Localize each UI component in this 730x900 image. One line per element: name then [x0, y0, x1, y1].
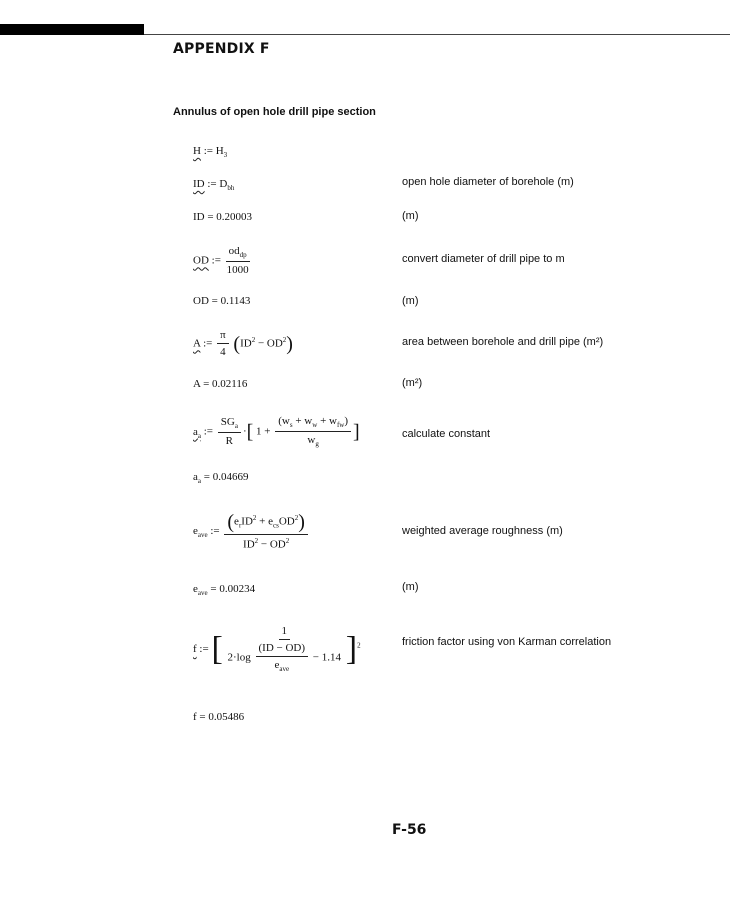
fraction-friction: 1 2·log $\frac{(ID - OD)}{e_{ave}}$ − 1.14: [227, 625, 341, 674]
equation-area-definition: A := $\frac{\pi}{4}$ $(ID^2 - OD^2)$: [193, 329, 293, 358]
equation-constant-definition: $a_a$ := $\frac{SG_a}{R}$ ·[ 1 + $\frac{(w_s + w_w + w_{fw})}{w_g}$ ]: [193, 415, 360, 449]
page-number: F-56: [392, 822, 427, 838]
note-id-unit: (m): [402, 210, 419, 222]
fraction-sg-over-r: $\frac{SG_a}{R}$: [218, 417, 241, 447]
equation-friction-definition: f := [ 1 2·log $\frac{(ID - OD)}{e_{ave}}$ − 1.14 ]$^2$: [193, 625, 361, 674]
result-friction: f = 0.05486: [193, 711, 245, 723]
equation-od-definition: OD := $\frac{od_{dp}}{1000}$: [193, 245, 249, 277]
result-od: OD = 0.1143: [193, 295, 251, 307]
fraction-od: $\frac{od_{dp}}{1000}$: [226, 245, 249, 277]
equation-roughness-definition: $e_{ave}$ := $\frac{(e_rID^2 + e_{cs}OD^2)}{ID^2 - OD^2}$: [193, 512, 310, 551]
fraction-weights: $\frac{(w_s + w_w + w_{fw})}{w_g}$: [275, 416, 351, 448]
note-constant-definition: calculate constant: [402, 428, 491, 440]
result-roughness: $e_{ave} = 0.00234$: [193, 583, 256, 598]
note-roughness-definition: weighted average roughness (m): [402, 525, 563, 537]
note-area-definition: area between borehole and drill pipe (m²): [402, 336, 604, 348]
equation-h: H := $H_3$: [193, 145, 228, 160]
result-id: ID = 0.20003: [193, 211, 253, 223]
header-rule: [144, 34, 730, 35]
equation-id-definition: ID := $D_{bh}$: [193, 178, 235, 193]
result-constant: $a_a = 0.04669$: [193, 471, 249, 486]
note-id-definition: open hole diameter of borehole (m): [402, 176, 574, 188]
note-od-definition: convert diameter of drill pipe to m: [402, 253, 565, 265]
fraction-pi-over-4: $\frac{\pi}{4}$: [217, 330, 229, 358]
note-area-unit: (m²): [402, 377, 423, 389]
header-bar: [0, 24, 144, 35]
note-friction-definition: friction factor using von Karman correlation: [402, 636, 612, 648]
section-title: Annulus of open hole drill pipe section: [173, 106, 376, 118]
appendix-heading: APPENDIX F: [173, 41, 270, 57]
note-roughness-unit: (m): [402, 581, 419, 593]
result-area: A = 0.02116: [193, 378, 248, 390]
fraction-roughness: $\frac{(e_rID^2 + e_{cs}OD^2)}{ID^2 - OD^2}$: [224, 512, 308, 551]
note-od-unit: (m): [402, 295, 419, 307]
